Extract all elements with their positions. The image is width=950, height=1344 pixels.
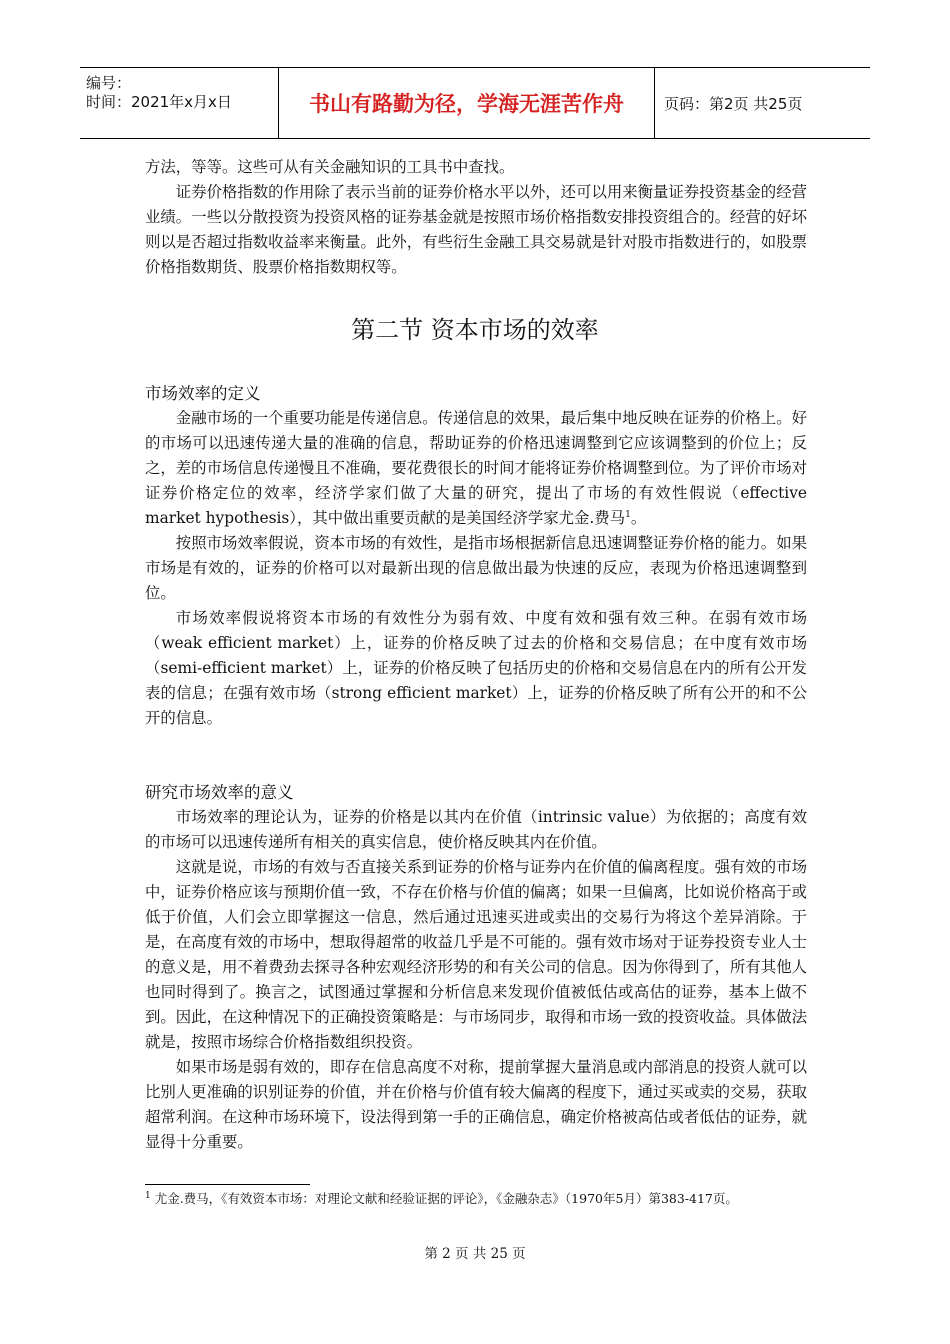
definition-paragraph-1-text: 金融市场的一个重要功能是传递信息。传递信息的效果，最后集中地反映在证券的价格上。好的市场可以迅速传递大量的准确的信息，帮助证券的价格迅速调整到它应该调整到的价位上；反之，差的市场信息传递慢且不准确，要花费很长的时间才能将证券价格调整到位。为了评价市场对证券价格定位的效率，经济学家们做了大量的研究，提出了市场的有效性假说（effective market hypothesis），其中做出重要贡献的是美国经济学家尤金.费马	[145, 409, 807, 527]
header-table	[80, 67, 870, 139]
significance-paragraph-2: 这就是说，市场的有效与否直接关系到证券的价格与证券内在价值的偏离程度。强有效的市场中，证券价格应该与预期价值一致，不存在价格与价值的偏离；如果一旦偏离，比如说价格高于或低于价值，人们会立即掌握这一信息，然后通过迅速买进或卖出的交易行为将这个差异消除。于是，在高度有效的市场中，想取得超常的收益几乎是不可能的。强有效市场对于证券投资专业人士的意义是，用不着费劲去探寻各种宏观经济形势的和有关公司的信息。因为你得到了，所有其他人也同时得到了。换言之，试图通过掌握和分析信息来发现价值被低估或高估的证券，基本上做不到。因此，在这种情况下的正确投资策略是：与市场同步，取得和市场一致的投资收益。具体做法就是，按照市场综合价格指数组织投资。	[145, 858, 807, 1051]
header-meta-cell	[80, 68, 279, 138]
serial-label: 编号：	[86, 74, 132, 92]
significance-paragraph-1: 市场效率的理论认为，证券的价格是以其内在价值（intrinsic value）为依据的；高度有效的市场可以迅速传递所有相关的真实信息，使价格反映其内在价值。	[145, 808, 807, 851]
significance-block	[145, 780, 807, 1155]
significance-paragraph-3: 如果市场是弱有效的，即存在信息高度不对称，提前掌握大量消息或内部消息的投资人就可以比别人更准确的识别证券的价值，并在价格与价值有较大偏离的程度下，通过买或卖的交易，获取超常利润。在这种市场环境下，设法得到第一手的正确信息，确定价格被高估或者低估的证券，就显得十分重要。	[145, 1058, 807, 1151]
footnote-mark: 1	[145, 1190, 151, 1201]
definition-paragraph-1	[145, 406, 807, 531]
significance-heading: 研究市场效率的意义	[145, 783, 294, 802]
section-title: 第二节 资本市场的效率	[351, 316, 599, 344]
intro-block	[145, 155, 807, 280]
footnote-text: 尤金.费马，《有效资本市场：对理论文献和经验证据的评论》，《金融杂志》（1970年5月）第383-417页。	[150, 1191, 738, 1206]
definition-heading: 市场效率的定义	[145, 384, 261, 403]
definition-paragraph-3: 市场效率假说将资本市场的有效性分为弱有效、中度有效和强有效三种。在弱有效市场（weak efficient market）上，证券的价格反映了过去的价格和交易信息；在中度有效市场（semi-efficient market）上，证券的价格反映了包括历史的价格和交易信息在内的所有公开发表的信息；在强有效市场（strong efficient market）上，证券的价格反映了所有公开的和不公开的信息。	[145, 609, 807, 727]
definition-paragraph-2: 按照市场效率假说，资本市场的有效性，是指市场根据新信息迅速调整证券价格的能力。如果市场是有效的，证券的价格可以对最新出现的信息做出最为快速的反应，表现为价格迅速调整到位。	[145, 534, 807, 602]
definition-block	[145, 381, 807, 731]
footnote-ref: 1	[625, 509, 631, 520]
header-page-info: 页码：第2页 共25页	[664, 94, 803, 113]
intro-paragraph-2: 证券价格指数的作用除了表示当前的证券价格水平以外，还可以用来衡量证券投资基金的经营业绩。一些以分散投资为投资风格的证券基金就是按照市场价格指数安排投资组合的。经营的好坏则以是否超过指数收益率来衡量。此外，有些衍生金融工具交易就是针对股市指数进行的，如股票价格指数期货、股票价格指数期权等。	[145, 183, 807, 276]
intro-paragraph-1: 方法，等等。这些可从有关金融知识的工具书中查找。	[145, 158, 515, 176]
header-motto: 书山有路勤为径，学海无涯苦作舟	[279, 68, 655, 138]
page-footer: 第 2 页 共 25 页	[424, 1246, 526, 1262]
definition-paragraph-1-end: 。	[630, 509, 647, 527]
footnote	[145, 1190, 807, 1208]
date-label: 时间：2021年x月x日	[86, 93, 232, 111]
footnote-rule	[145, 1184, 310, 1185]
